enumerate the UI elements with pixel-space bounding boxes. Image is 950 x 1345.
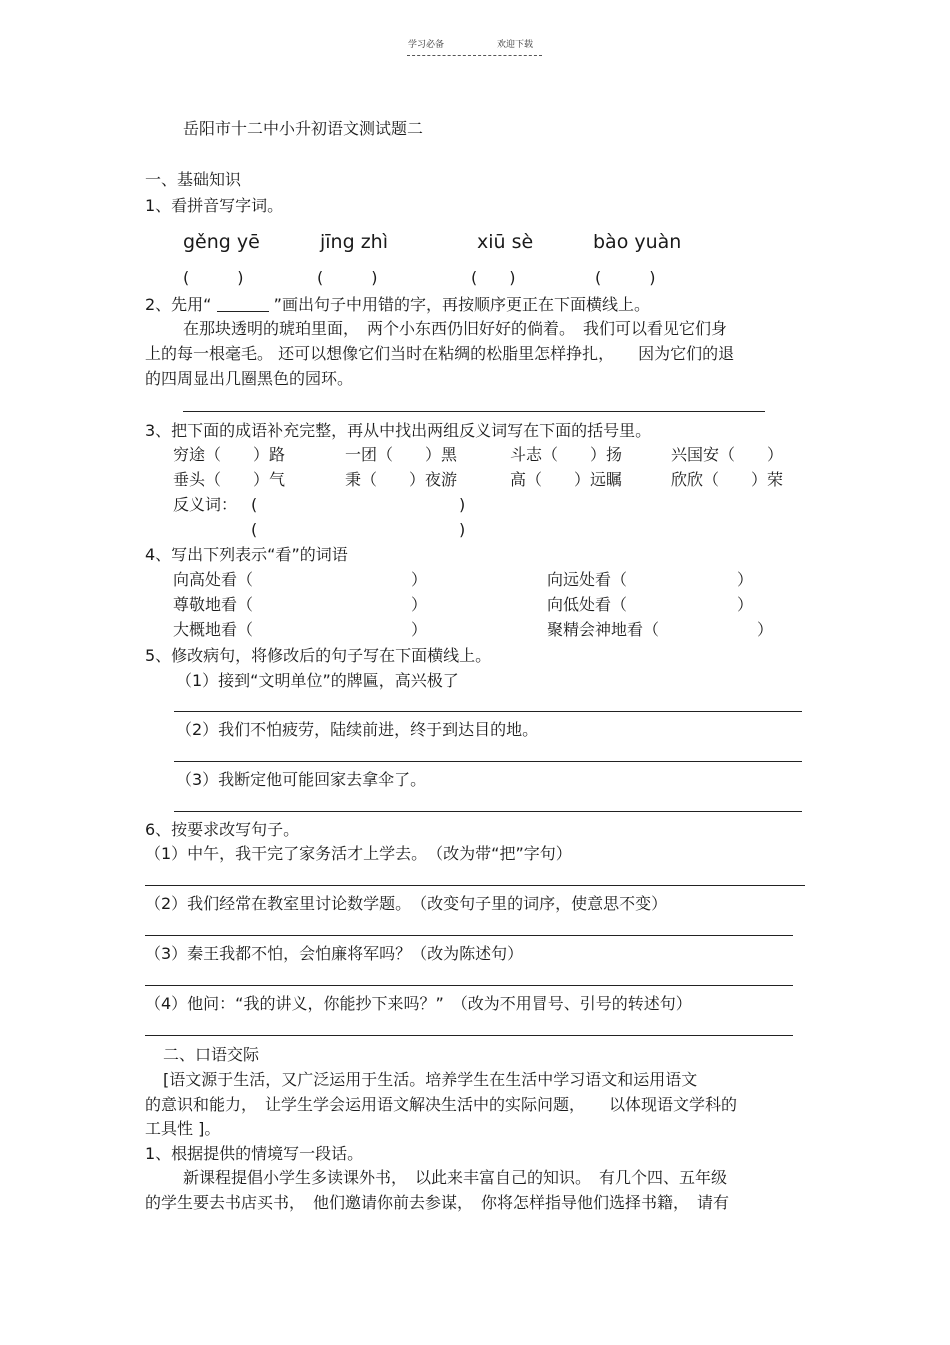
s2-q1-line-2: 的学生要去书店买书， 他们邀请你前去参谋， 你将怎样指导他们选择书籍， 请有 [145,1193,730,1212]
look-left-1[interactable]: 向高处看（ [173,570,254,589]
passage-line-3: 的四周显出几圈黑色的园环。 [145,369,354,388]
pinyin-2: jīng zhì [320,231,388,253]
antonym-close-2: ) [459,520,466,539]
answer-bracket-3[interactable]: ( ) [471,268,516,287]
look-left-1-close: ） [411,570,428,589]
q5-answer-line-3[interactable] [174,811,802,812]
page-title: 岳阳市十二中小升初语文测试题二 [183,119,424,138]
section-1-heading: 一、基础知识 [145,170,242,189]
idiom-1: 穷途（ ）路 [173,445,286,464]
s2-q1-line-1: 新课程提倡小学生多读课外书， 以此来丰富自己的知识。 有几个四、五年级 [183,1168,728,1187]
q3-label: 3、把下面的成语补充完整，再从中找出两组反义词写在下面的括号里。 [145,421,652,440]
s2-intro-line-1: [语文源于生活，又广泛运用于生活。培养学生在生活中学习语文和运用语文 [163,1070,698,1089]
q5-item-2: （2）我们不怕疲劳，陆续前进，终于到达目的地。 [176,720,539,739]
s2-intro-line-3: 工具性 ]。 [145,1119,221,1138]
look-right-1[interactable]: 向远处看（ [547,570,628,589]
q6-item-1: （1）中午，我干完了家务活才上学去。 （改为带“把”字句） [145,844,572,863]
q5-answer-line-2[interactable] [174,761,802,762]
passage-line-2: 上的每一根毫毛。 还可以想像它们当时在粘绸的松脂里怎样挣扎， 因为它们的退 [145,344,735,363]
look-right-2[interactable]: 向低处看（ [547,595,628,614]
antonym-label: 反义词： [173,495,238,514]
underline-sample [217,297,269,312]
pinyin-1: gěng yē [183,231,260,253]
pinyin-3: xiū sè [477,231,534,253]
idiom-4: 兴国安（ ） [671,445,784,464]
q5-item-1: （1）接到“文明单位”的牌匾，高兴极了 [176,671,459,690]
q6-answer-line-3[interactable] [145,985,793,986]
look-right-2-close: ） [737,595,754,614]
answer-bracket-2[interactable]: ( ) [317,268,378,287]
answer-bracket-1[interactable]: ( ) [183,268,244,287]
idiom-3: 斗志（ ）扬 [510,445,623,464]
q2-label-b: ”画出句子中用错的字，再按顺序更正在下面横线上。 [273,295,650,314]
q6-label: 6、按要求改写句子。 [145,820,300,839]
section-2-heading: 二、口语交际 [163,1045,260,1064]
q5-item-3: （3）我断定他可能回家去拿伞了。 [176,770,427,789]
look-left-2[interactable]: 尊敬地看（ [173,595,254,614]
q6-answer-line-2[interactable] [145,935,793,936]
q4-label: 4、写出下列表示“看”的词语 [145,545,348,564]
answer-bracket-4[interactable]: ( ) [595,268,656,287]
q2-label-a: 2、先用“ [145,295,212,314]
q6-item-4: （4）他问：“我的讲义，你能抄下来吗？” （改为不用冒号、引号的转述句） [145,994,692,1013]
idiom-8: 欣欣（ ）荣 [671,470,784,489]
pinyin-4: bào yuàn [593,231,682,253]
q6-item-3: （3）秦王我都不怕，会怕廉将军吗？（改为陈述句） [145,944,524,963]
s2-q1-label: 1、根据提供的情境写一段话。 [145,1144,364,1163]
look-left-2-close: ） [411,595,428,614]
s2-intro-line-2: 的意识和能力， 让学生学会运用语文解决生活中的实际问题， 以体现语文学科的 [145,1095,738,1114]
look-left-3[interactable]: 大概地看（ [173,620,254,639]
q5-label: 5、修改病句，将修改后的句子写在下面横线上。 [145,646,492,665]
idiom-6: 秉（ ）夜游 [345,470,458,489]
antonym-open-2[interactable]: ( [251,520,258,539]
q6-answer-line-1[interactable] [145,885,805,886]
antonym-open-1[interactable]: ( [251,495,258,514]
q6-answer-line-4[interactable] [145,1035,793,1036]
idiom-7: 高（ ）远瞩 [510,470,623,489]
q2-label [145,297,650,313]
idiom-5: 垂头（ ）气 [173,470,286,489]
look-left-3-close: ） [411,620,428,639]
idiom-2: 一团（ ）黑 [345,445,458,464]
look-right-3[interactable]: 聚精会神地看（ [547,620,660,639]
passage-line-1: 在那块透明的琥珀里面， 两个小东西仍旧好好的倘着。 我们可以看见它们身 [183,319,728,338]
q2-answer-line[interactable] [183,411,765,412]
q1-label: 1、看拼音写字词。 [145,196,284,215]
look-right-3-close: ） [757,620,774,639]
look-right-1-close: ） [737,570,754,589]
antonym-close-1: ) [459,495,466,514]
q5-answer-line-1[interactable] [174,711,802,712]
q6-item-2: （2）我们经常在教室里讨论数学题。 （改变句子里的词序，使意思不变） [145,894,668,913]
header-divider [407,55,542,56]
header-right: 欢迎下载 [497,40,534,50]
header-left: 学习必备 [408,40,445,50]
